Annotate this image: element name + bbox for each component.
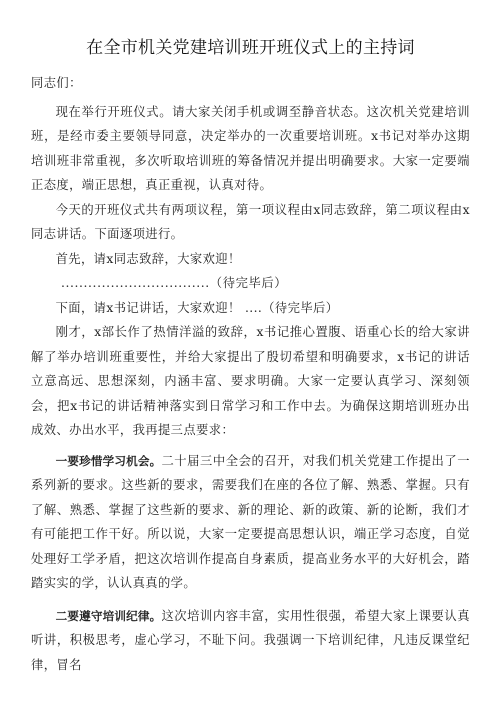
requirement-one-heading: 一要珍惜学习机会。 <box>55 453 162 468</box>
paragraph-second-speaker: 下面，请x书记讲话，大家欢迎！ ....（待完毕后） <box>55 300 339 315</box>
paragraph-first-speaker: 首先，请x同志致辞，大家欢迎！ <box>55 251 241 266</box>
paragraph-requirement-one <box>31 449 470 596</box>
salutation: 同志们： <box>31 76 82 90</box>
document-title: 在全市机关党建培训班开班仪式上的主持词 <box>86 38 415 58</box>
placeholder-wait-line-1: .................................（待完毕后） <box>61 276 288 290</box>
requirement-one-body: 二十届三中全会的召开，对我们机关党建工作提出了一系列新的要求。这些新的要求，需要我们在座的各位了解、熟悉、掌握。只有了解、熟悉、掌握了这些新的要求、新的理论、新的政策、新的论断，我们才有可能把工作干好。所以说，大家一定要提高思想认识，端正学习态度，自觉处理好工学矛盾，把这次培训作提高自身素质，提高业务水平的大好机会，踏踏实实的学，认认真真的学。 <box>31 453 470 590</box>
paragraph-agenda: 今天的开班仪式共有两项议程，第一项议程由x同志致辞，第二项议程由x同志讲话。下面逐项进行。 <box>31 202 470 241</box>
requirement-two-heading: 二要遵守培训纪律。 <box>55 608 162 623</box>
paragraph-summary: 刚才，x部长作了热情洋溢的致辞，x书记推心置腹、语重心长的给大家讲解了举办培训班重要性，并给大家提出了殷切希望和明确要求，x书记的讲话立意高远、思想深刻，内涵丰富、要求明确。大家一定要认真学习、深刻领会，把x书记的讲话精神落实到日常学习和工作中去。为确保这期培训班办出成效、办出水平，我再提三点要求： <box>31 325 470 437</box>
requirement-two-body: 这次培训内容丰富，实用性很强，希望大家上课要认真听讲，积极思考，虚心学习，不耻下问。我强调一下培训纪律，凡违反课堂纪律，冒名 <box>31 608 470 672</box>
spacer <box>31 596 470 604</box>
paragraph-opening: 现在举行开班仪式。请大家关闭手机或调至静音状态。这次机关党建培训班，是经市委主要领导同意，决定举办的一次重要培训班。x书记对举办这期培训班非常重视，多次听取培训班的筹备情况并提出明确要求。大家一定要端正态度，端正思想，真正重视，认真对待。 <box>31 104 470 192</box>
paragraph-requirement-two <box>31 604 470 678</box>
